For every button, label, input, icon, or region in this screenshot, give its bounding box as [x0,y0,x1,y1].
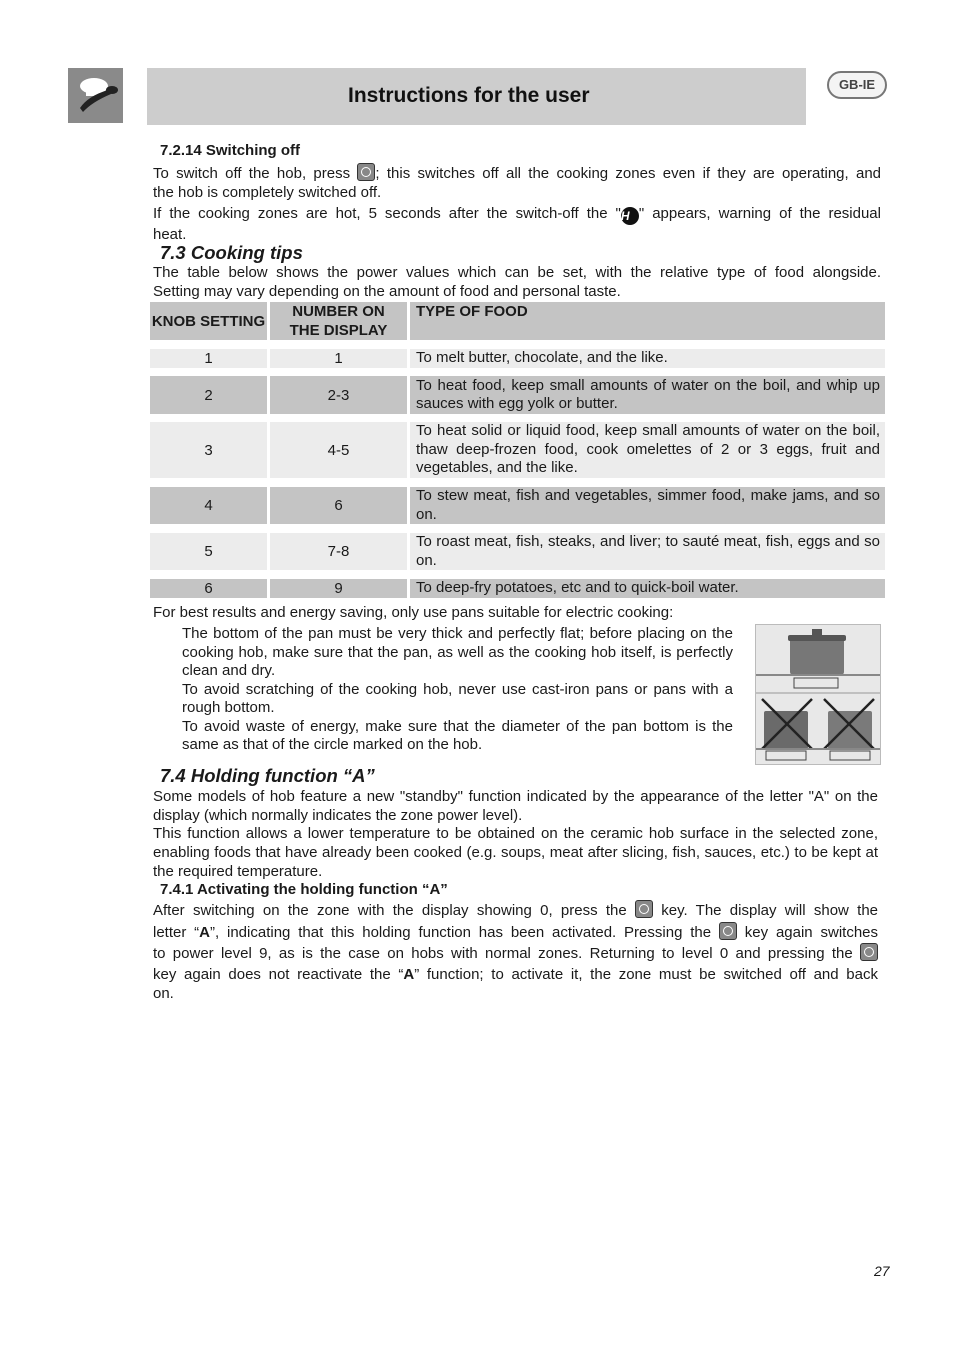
plus-key-icon [860,943,878,961]
food-cell: To heat solid or liquid food, keep small amounts of water on the boil, thaw deep-frozen food, cook omelettes of 2 or 3 eggs, fruit and vegetables, and the like. [410,422,885,478]
best-results-text: For best results and energy saving, only use pans suitable for electric cooking: [153,604,674,621]
knob-cell: 5 [150,533,267,570]
knob-cell: 1 [150,349,267,368]
chef-spoon-logo-icon [68,68,123,123]
activating-paragraph: After switching on the zone with the display showing 0, press the key. The display will show the letter “A”, indicating that this holding function has been activated. Pressing the key again switches to power level 9, as is the case on hobs with normal zones. Returning to level 0 and pressing the key again does not reactivate the “A” function; to activate it, the zone must be switched off and back on. [153,902,879,1002]
plus-key-icon [635,900,653,918]
table-row [150,376,885,414]
section-heading-7-4: 7.4 Holding function “A” [160,765,375,786]
table-row [150,579,885,598]
page-title: Instructions for the user [348,84,590,107]
display-cell: 1 [270,349,407,368]
section-heading-7-4-1: 7.4.1 Activating the holding function “A” [160,881,448,898]
knob-cell: 4 [150,487,267,524]
display-cell: 2-3 [270,376,407,414]
knob-cell: 2 [150,376,267,414]
list-item: To avoid scratching of the cooking hob, never use cast-iron pans or pans with a rough bottom. [182,680,733,716]
switching-off-paragraph-1: To switch off the hob, press ; this switches off all the cooking zones even if they are operating, and the hob is completely switched off. [153,165,881,201]
holding-function-paragraph-2: This function allows a lower temperature to be obtained on the ceramic hob surface in the selected zone, enabling foods that have already been cooked (e.g. soups, meat after slicing, fish, sauces, etc.) to be kept at the required temperature. [153,825,878,880]
on-off-key-icon [357,163,375,181]
display-cell: 9 [270,579,407,598]
food-cell: To stew meat, fish and vegetables, simmer food, make jams, and so on. [410,487,885,524]
table-row [150,422,885,478]
list-item: The bottom of the pan must be very thick and perfectly flat; before placing on the cooking hob, make sure that the pan, as well as the cooking hob itself, is perfectly clean and dry. [182,625,733,679]
residual-heat-h-icon: H [621,207,639,225]
knob-cell: 3 [150,422,267,478]
knob-cell: 6 [150,579,267,598]
page-number: 27 [874,1263,890,1279]
table-row [150,487,885,524]
header-type-of-food: TYPE OF FOOD [410,302,885,340]
table-header-row [150,302,885,340]
display-cell: 7-8 [270,533,407,570]
table-row [150,533,885,570]
food-cell: To roast meat, fish, steaks, and liver; to sauté meat, fish, eggs and so on. [410,533,885,570]
pan-illustration-icon [755,624,881,765]
display-cell: 4-5 [270,422,407,478]
plus-key-icon [719,922,737,940]
switching-off-paragraph-2: If the cooking zones are hot, 5 seconds after the switch-off the "H " appears, warning of the residual heat. [153,205,881,243]
pan-tips-list [182,625,733,755]
holding-function-paragraph-1: Some models of hob feature a new "standby" function indicated by the appearance of the letter "A" on the display (which normally indicates the zone power level). [153,788,878,824]
food-cell: To deep-fry potatoes, etc and to quick-boil water. [410,579,885,598]
food-cell: To heat food, keep small amounts of water on the boil, and whip up sauces with egg yolk or butter. [410,376,885,414]
section-heading-7-2-14: 7.2.14 Switching off [160,142,301,159]
food-cell: To melt butter, chocolate, and the like. [410,349,885,368]
table-row [150,349,885,368]
section-heading-7-3: 7.3 Cooking tips [160,242,303,263]
header-number-on-display: NUMBER ON THE DISPLAY [270,302,407,340]
cooking-tips-intro: The table below shows the power values which can be set, with the relative type of food alongside. Setting may vary depending on the amount of food and personal taste. [153,264,881,300]
country-badge: GB-IE [827,71,887,99]
display-cell: 6 [270,487,407,524]
header-knob-setting: KNOB SETTING [150,302,267,340]
list-item: To avoid waste of energy, make sure that the diameter of the pan bottom is the same as that of the circle marked on the hob. [182,717,733,753]
